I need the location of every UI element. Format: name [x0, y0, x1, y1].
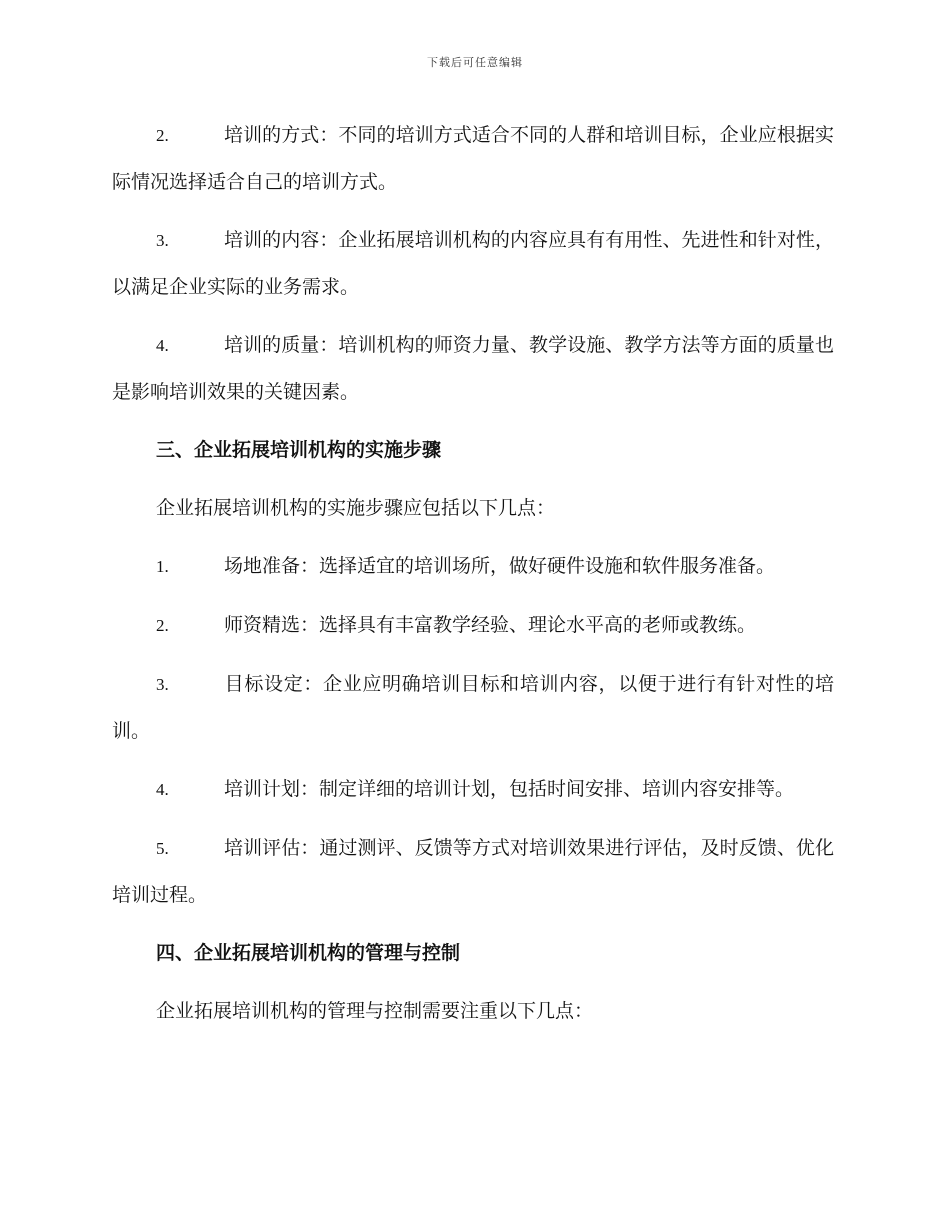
list-text: 培训计划：制定详细的培训计划，包括时间安排、培训内容安排等。	[224, 778, 795, 800]
list-item	[112, 322, 834, 415]
list-number: 1.	[156, 557, 169, 576]
list-text: 培训评估：通过测评、反馈等方式对培训效果进行评估，及时反馈、优化培训过程。	[112, 837, 834, 906]
document-body	[112, 112, 834, 1046]
list-item	[112, 825, 834, 918]
list-number: 4.	[156, 780, 169, 799]
list-item	[112, 112, 834, 205]
list-text: 目标设定：企业应明确培训目标和培训内容，以便于进行有针对性的培训。	[112, 673, 834, 742]
list-item	[112, 602, 834, 649]
list-text: 场地准备：选择适宜的培训场所，做好硬件设施和软件服务准备。	[224, 555, 776, 577]
list-number: 3.	[156, 231, 169, 250]
list-number: 2.	[156, 126, 169, 145]
paragraph: 企业拓展培训机构的管理与控制需要注重以下几点：	[156, 1000, 594, 1022]
list-text: 培训的内容：企业拓展培训机构的内容应具有有用性、先进性和针对性，以满足企业实际的业务需求。	[112, 229, 834, 298]
list-number: 4.	[156, 336, 169, 355]
section-heading: 三、企业拓展培训机构的实施步骤	[156, 439, 442, 461]
list-number: 5.	[156, 839, 169, 858]
list-item	[112, 766, 834, 813]
paragraph: 企业拓展培训机构的实施步骤应包括以下几点：	[156, 497, 556, 519]
list-text: 培训的质量：培训机构的师资力量、教学设施、教学方法等方面的质量也是影响培训效果的关键因素。	[112, 334, 834, 403]
list-number: 2.	[156, 616, 169, 635]
list-item	[112, 543, 834, 590]
list-item	[112, 661, 834, 754]
list-text: 培训的方式：不同的培训方式适合不同的人群和培训目标，企业应根据实际情况选择适合自己的培训方式。	[112, 124, 834, 193]
section-heading: 四、企业拓展培训机构的管理与控制	[156, 942, 461, 964]
page-header: 下载后可任意编辑	[427, 56, 523, 69]
list-text: 师资精选：选择具有丰富教学经验、理论水平高的老师或教练。	[224, 614, 757, 636]
list-item	[112, 217, 834, 310]
list-number: 3.	[156, 675, 169, 694]
